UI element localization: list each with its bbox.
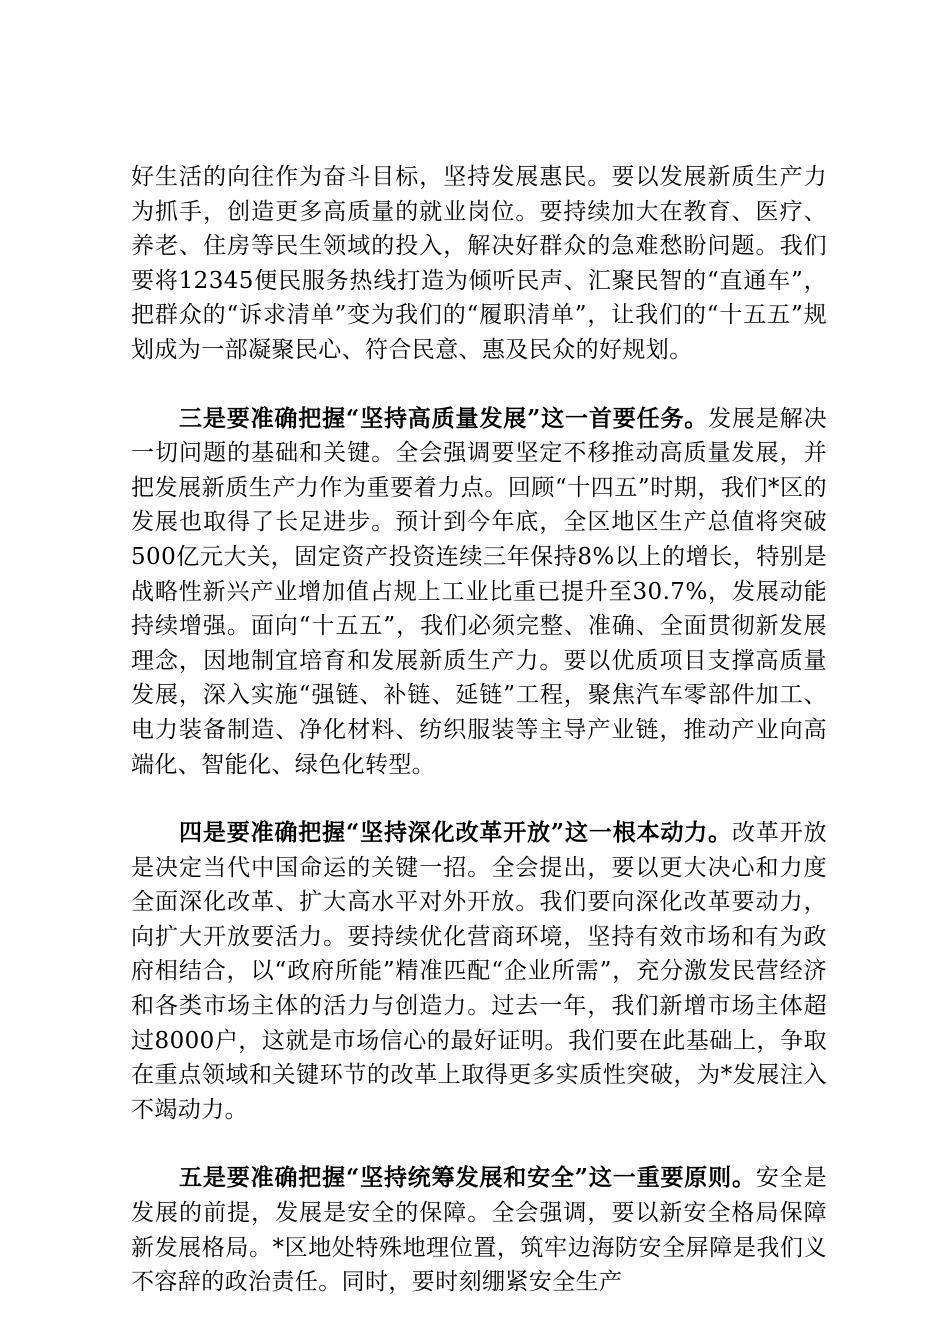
paragraph-point-three [131,402,827,783]
paragraph-text: 安全是发展的前提，发展是安全的保障。全会强调，要以新安全格局保障新发展格局。*区地处特殊地理位置，筑牢边海防安全屏障是我们义不容辞的政治责任。同时，要时刻绷紧安全生产 [131,1165,827,1296]
paragraph-continuation [131,160,827,368]
paragraph-text: 好生活的向往作为奋斗目标，坚持发展惠民。要以发展新质生产力为抓手，创造更多高质量的就业岗位。要持续加大在教育、医疗、养老、住房等民生领域的投入，解决好群众的急难愁盼问题。我们要将12345便民服务热线打造为倾听民声、汇聚民智的“直通车”，把群众的“诉求清单”变为我们的“履职清单”，让我们的“十五五”规划成为一部凝聚民心、符合民意、惠及民众的好规划。 [131,164,827,363]
paragraph-point-four [131,816,827,1127]
paragraph-heading: 三是要准确把握“坚持高质量发展”这一首要任务。 [179,404,709,432]
document-body [131,160,827,1300]
paragraph-text: 改革开放是决定当代中国命运的关键一招。全会提出，要以更大决心和力度全面深化改革、扩大高水平对外开放。我们要向深化改革要动力，向扩大开放要活力。要持续优化营商环境，坚持有效市场和有为政府相结合，以“政府所能”精准匹配“企业所需”，充分激发民营经济和各类市场主体的活力与创造力。过去一年，我们新增市场主体超过8000户，这就是市场信心的最好证明。我们要在此基础上，争取在重点领域和关键环节的改革上取得更多实质性突破，为*发展注入不竭动力。 [131,820,828,1123]
paragraph-text: 发展是解决一切问题的基础和关键。全会强调要坚定不移推动高质量发展，并把发展新质生产力作为重要着力点。回顾“十四五”时期，我们*区的发展也取得了长足进步。预计到今年底，全区地区生产总值将突破500亿元大关，固定资产投资连续三年保持8%以上的增长，特别是战略性新兴产业增加值占规上工业比重已提升至30.7%，发展动能持续增强。面向“十五五”，我们必须完整、准确、全面贯彻新发展理念，因地制宜培育和发展新质生产力。要以优质项目支撑高质量发展，深入实施“强链、补链、延链”工程，聚焦汽车零部件加工、电力装备制造、净化材料、纺织服装等主导产业链，推动产业向高端化、智能化、绿色化转型。 [131,405,827,778]
paragraph-point-five [131,1161,827,1299]
paragraph-heading: 四是要准确把握“坚持深化改革开放”这一根本动力。 [179,819,733,847]
paragraph-heading: 五是要准确把握“坚持统筹发展和安全”这一重要原则。 [179,1164,756,1192]
